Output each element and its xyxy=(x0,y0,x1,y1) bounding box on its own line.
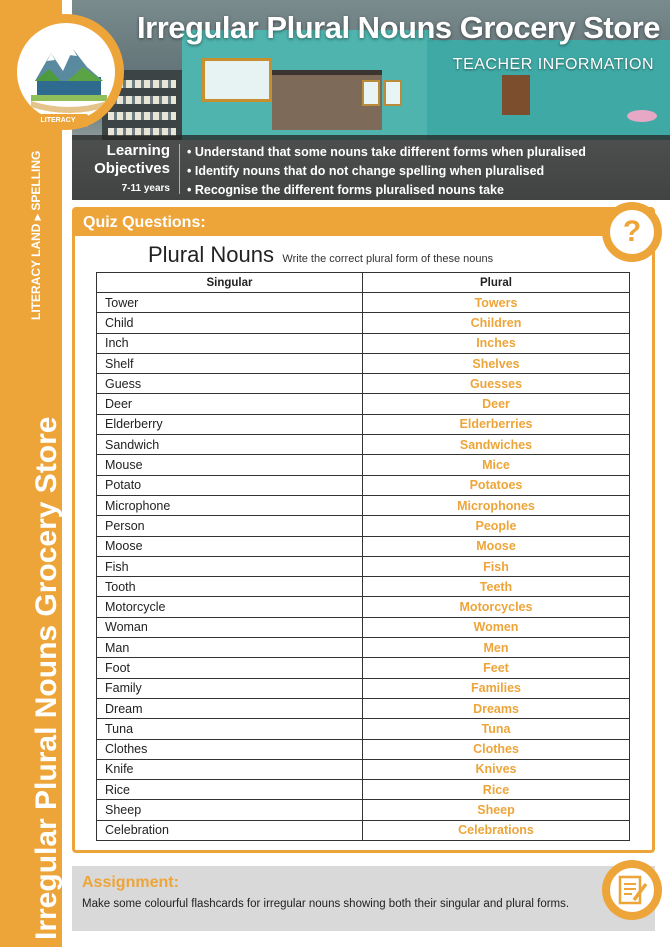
singular-cell: Inch xyxy=(97,333,363,353)
table-row xyxy=(97,658,630,678)
plural-cell: Teeth xyxy=(363,577,630,597)
plural-cell: Feet xyxy=(363,658,630,678)
logo-label: LITERACY xyxy=(28,114,88,127)
age-range: 7-11 years xyxy=(121,183,170,194)
singular-cell: Man xyxy=(97,638,363,658)
singular-cell: Potato xyxy=(97,475,363,495)
question-badge xyxy=(602,202,662,262)
plural-cell: Motorcycles xyxy=(363,597,630,617)
notepad-pencil-icon xyxy=(610,868,654,912)
plural-cell: Knives xyxy=(363,759,630,779)
vertical-breadcrumb xyxy=(29,151,43,320)
singular-cell: Woman xyxy=(97,617,363,637)
singular-cell: Guess xyxy=(97,374,363,394)
singular-cell: Clothes xyxy=(97,739,363,759)
table-row xyxy=(97,475,630,495)
col-plural: Plural xyxy=(363,273,630,293)
singular-cell: Mouse xyxy=(97,455,363,475)
plural-cell: Women xyxy=(363,617,630,637)
table-row xyxy=(97,739,630,759)
singular-cell: Knife xyxy=(97,759,363,779)
plural-cell: Deer xyxy=(363,394,630,414)
plural-cell: Guesses xyxy=(363,374,630,394)
table-row xyxy=(97,313,630,333)
table-heading xyxy=(148,242,493,268)
objectives-divider xyxy=(179,144,180,194)
chevron-right-icon: ▶ xyxy=(32,213,42,221)
table-row xyxy=(97,333,630,353)
table-row xyxy=(97,638,630,658)
plural-cell: Mice xyxy=(363,455,630,475)
plural-cell: People xyxy=(363,516,630,536)
singular-cell: Microphone xyxy=(97,495,363,515)
table-row xyxy=(97,597,630,617)
singular-cell: Dream xyxy=(97,698,363,718)
plural-cell: Celebrations xyxy=(363,820,630,840)
sign-illustration xyxy=(202,58,272,102)
plural-cell: Inches xyxy=(363,333,630,353)
plural-cell: Clothes xyxy=(363,739,630,759)
singular-cell: Fish xyxy=(97,556,363,576)
quiz-header-bar xyxy=(75,210,652,236)
table-row xyxy=(97,698,630,718)
table-row xyxy=(97,374,630,394)
assignment-title: Assignment: xyxy=(82,874,179,891)
plural-cell: Shelves xyxy=(363,353,630,373)
assignment-text: Make some colourful flashcards for irregular nouns showing both their singular and plural forms. xyxy=(82,898,570,910)
objectives-list xyxy=(187,143,586,200)
plural-cell: Men xyxy=(363,638,630,658)
plural-cell: Elderberries xyxy=(363,414,630,434)
table-row xyxy=(97,719,630,739)
plural-cell: Moose xyxy=(363,536,630,556)
mountain-book-icon xyxy=(17,23,118,124)
table-instruction: Write the correct plural form of these nouns xyxy=(282,253,494,265)
plural-cell: Microphones xyxy=(363,495,630,515)
table-row xyxy=(97,820,630,840)
singular-cell: Tooth xyxy=(97,577,363,597)
col-singular: Singular xyxy=(97,273,363,293)
table-row xyxy=(97,455,630,475)
table-row xyxy=(97,495,630,515)
learning-objectives-label: Learning Objectives xyxy=(94,142,170,177)
table-title: Plural Nouns xyxy=(148,242,274,267)
assignment-badge xyxy=(602,860,662,920)
singular-cell: Motorcycle xyxy=(97,597,363,617)
plural-cell: Potatoes xyxy=(363,475,630,495)
plural-cell: Fish xyxy=(363,556,630,576)
plural-cell: Sheep xyxy=(363,800,630,820)
singular-cell: Child xyxy=(97,313,363,333)
objective-item: • Understand that some nouns take different forms when pluralised xyxy=(187,143,586,162)
table-body xyxy=(97,293,630,841)
table-row xyxy=(97,536,630,556)
table-row xyxy=(97,516,630,536)
singular-cell: Tower xyxy=(97,293,363,313)
table-row xyxy=(97,556,630,576)
table-row xyxy=(97,353,630,373)
singular-cell: Foot xyxy=(97,658,363,678)
plural-cell: Towers xyxy=(363,293,630,313)
table-row xyxy=(97,414,630,434)
singular-cell: Celebration xyxy=(97,820,363,840)
table-row xyxy=(97,678,630,698)
table-header-row xyxy=(97,273,630,293)
singular-cell: Rice xyxy=(97,780,363,800)
plural-cell: Tuna xyxy=(363,719,630,739)
quiz-header: Quiz Questions: xyxy=(83,214,206,231)
plural-cell: Sandwiches xyxy=(363,435,630,455)
page-subtitle: TEACHER INFORMATION xyxy=(452,56,654,73)
literacy-logo xyxy=(8,14,124,130)
plural-nouns-table xyxy=(96,272,630,841)
singular-cell: Moose xyxy=(97,536,363,556)
crumb-literacy-land: LITERACY LAND xyxy=(29,223,43,320)
singular-cell: Sheep xyxy=(97,800,363,820)
plural-cell: Children xyxy=(363,313,630,333)
plural-cell: Rice xyxy=(363,780,630,800)
objective-item: • Recognise the different forms pluralised nouns take xyxy=(187,181,586,200)
singular-cell: Sandwich xyxy=(97,435,363,455)
singular-cell: Shelf xyxy=(97,353,363,373)
singular-cell: Elderberry xyxy=(97,414,363,434)
singular-cell: Tuna xyxy=(97,719,363,739)
objective-item: • Identify nouns that do not change spelling when pluralised xyxy=(187,162,586,181)
table-row xyxy=(97,577,630,597)
table-row xyxy=(97,780,630,800)
plural-cell: Families xyxy=(363,678,630,698)
table-row xyxy=(97,759,630,779)
singular-cell: Person xyxy=(97,516,363,536)
singular-cell: Family xyxy=(97,678,363,698)
header-banner xyxy=(72,0,670,200)
crumb-spelling: SPELLING xyxy=(29,150,43,211)
table-row xyxy=(97,800,630,820)
table-row xyxy=(97,293,630,313)
vertical-title: Irregular Plural Nouns Grocery Store xyxy=(30,416,63,940)
page-title: Irregular Plural Nouns Grocery Store xyxy=(137,10,660,45)
plural-cell: Dreams xyxy=(363,698,630,718)
assignment-panel xyxy=(72,866,655,931)
table-row xyxy=(97,394,630,414)
question-mark-icon: ? xyxy=(607,207,657,257)
singular-cell: Deer xyxy=(97,394,363,414)
table-row xyxy=(97,435,630,455)
table-row xyxy=(97,617,630,637)
